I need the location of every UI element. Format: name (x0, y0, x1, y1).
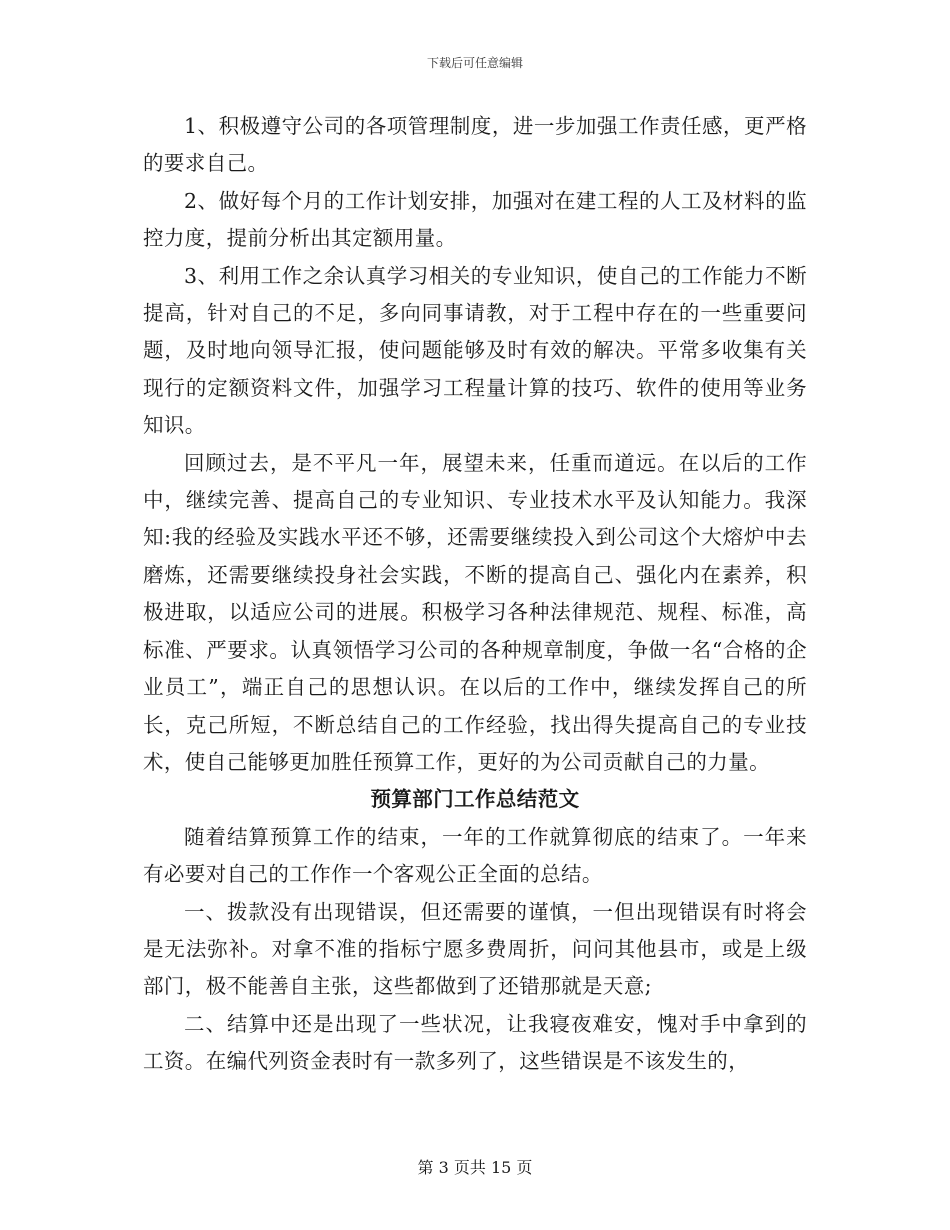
paragraph: 二、结算中还是出现了一些状况，让我寝夜难安，愧对手中拿到的工资。在编代列资金表时有一款多列了，这些错误是不该发生的， (143, 1011, 807, 1074)
paragraph: 回顾过去，是不平凡一年，展望未来，任重而道远。在以后的工作中，继续完善、提高自己的专业知识、专业技术水平及认知能力。我深知:我的经验及实践水平还不够，还需要继续投入到公司这个大熔炉中去磨炼，还需要继续投身社会实践，不断的提高自己、强化内在素养，积极进取，以适应公司的进展。积极学习各种法律规范、规程、标准，高标准、严要求。认真领悟学习公司的各种规章制度，争做一名“合格的企业员工”，端正自己的思想认识。在以后的工作中，继续发挥自己的所长，克己所短，不断总结自己的工作经验，找出得失提高自己的专业技术，使自己能够更加胜任预算工作，更好的为公司贡献自己的力量。 (143, 450, 807, 774)
paragraph: 一、拨款没有出现错误，但还需要的谨慎，一但出现错误有时将会是无法弥补。对拿不准的指标宁愿多费周折，问问其他县市，或是上级部门，极不能善自主张，这些都做到了还错那就是天意; (143, 899, 807, 999)
paragraph: 随着结算预算工作的结束，一年的工作就算彻底的结束了。一年来有必要对自己的工作作一个客观公正全面的总结。 (143, 824, 807, 887)
paragraph: 2、做好每个月的工作计划安排，加强对在建工程的人工及材料的监控力度，提前分析出其定额用量。 (143, 188, 807, 251)
section-title: 预算部门工作总结范文 (370, 787, 580, 812)
page-number: 第 3 页共 15 页 (417, 1158, 533, 1177)
page-header: 下载后可任意编辑 (426, 56, 523, 70)
paragraph: 3、利用工作之余认真学习相关的专业知识，使自己的工作能力不断提高，针对自己的不足，多向同事请教，对于工程中存在的一些重要问题，及时地向领导汇报，使问题能够及时有效的解决。平常多收集有关现行的定额资料文件，加强学习工程量计算的技巧、软件的使用等业务知识。 (143, 263, 807, 438)
paragraph: 1、积极遵守公司的各项管理制度，进一步加强工作责任感，更严格的要求自己。 (143, 114, 807, 176)
document-body (143, 108, 807, 1081)
